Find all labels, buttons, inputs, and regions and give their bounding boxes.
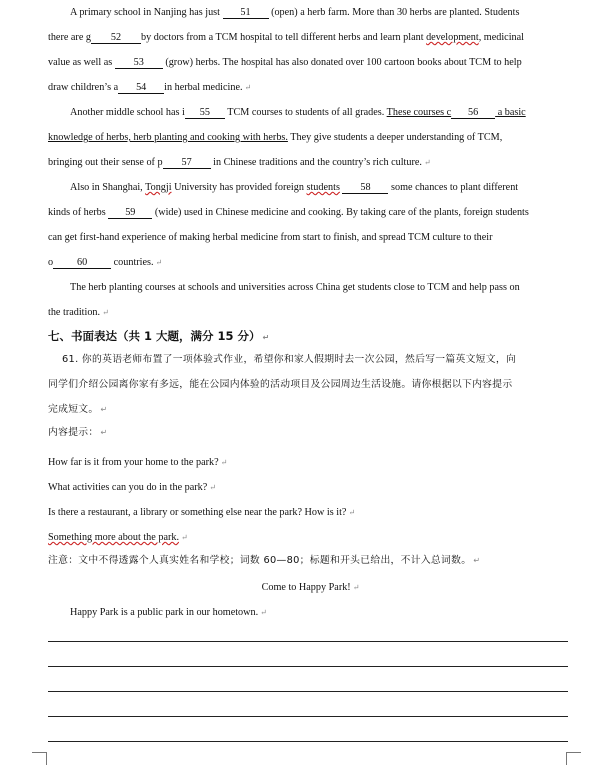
hint-item: Is there a restaurant, a library or something else near the park? How is it? ↵: [48, 507, 356, 518]
paragraph-mark: ↵: [348, 508, 356, 517]
writing-line[interactable]: [48, 716, 568, 717]
blank-57[interactable]: 57: [163, 157, 211, 169]
blank-54[interactable]: 54: [118, 82, 164, 94]
paragraph-mark: ↵: [352, 583, 360, 592]
passage-p3-line4: o 60 countries. ↵: [48, 257, 163, 268]
essay-start: Happy Park is a public park in our hometown. ↵: [70, 607, 267, 618]
hint-item: How far is it from your home to the park? ↵: [48, 457, 228, 468]
writing-line[interactable]: [48, 741, 568, 742]
paragraph-mark: ↵: [220, 458, 228, 467]
paragraph-mark: ↵: [102, 308, 109, 317]
paragraph-mark: ↵: [473, 556, 481, 565]
blank-60[interactable]: 60: [53, 257, 111, 269]
blank-58[interactable]: 58: [342, 182, 388, 194]
paragraph-mark: ↵: [100, 428, 108, 437]
question-prompt-line2: 同学们介绍公园离你家有多远，能在公园内体验的活动项目及公园周边生活设施。请你根据以下内容提示: [48, 379, 513, 390]
blank-53[interactable]: 53: [115, 57, 163, 69]
paragraph-mark: ↵: [260, 608, 267, 617]
paragraph-mark: ↵: [100, 405, 108, 414]
question-prompt-line1: 61. 你的英语老师布置了一项体验式作业，希望你和家人假期时去一次公园，然后写一篇英文短文，向: [62, 354, 517, 365]
passage-p4-line2: the tradition. ↵: [48, 307, 109, 318]
paragraph-mark: ↵: [244, 83, 252, 92]
hint-item: Something more about the park. ↵: [48, 532, 188, 543]
passage-p3-line3: can get first-hand experience of making herbal medicine from start to finish, and spread TCM culture to their: [48, 232, 493, 243]
paragraph-mark: ↵: [423, 158, 431, 167]
hints-label: 内容提示： ↵: [48, 427, 108, 438]
blank-59[interactable]: 59: [108, 207, 152, 219]
writing-line[interactable]: [48, 641, 568, 642]
paragraph-mark: ↵: [155, 258, 163, 267]
blank-55[interactable]: 55: [185, 107, 225, 119]
passage-p1-line1: A primary school in Nanjing has just 51 (open) a herb farm. More than 30 herbs are planted. Students: [70, 7, 520, 18]
margin-corner-mark: [32, 752, 47, 765]
writing-line[interactable]: [48, 666, 568, 667]
passage-p2-line1: Another middle school has i 55 TCM courses to students of all grades. These courses c 56 a basic: [70, 107, 526, 118]
question-number: 61.: [62, 354, 79, 365]
margin-corner-mark: [566, 752, 581, 765]
paragraph-mark: ↵: [262, 333, 270, 342]
blank-56[interactable]: 56: [451, 107, 495, 119]
blank-52[interactable]: 52: [91, 32, 141, 44]
passage-p1-line2: there are g 52 by doctors from a TCM hospital to tell different herbs and learn plant development, medicinal: [48, 32, 524, 43]
passage-p4-line1: The herb planting courses at schools and universities across China get students close to TCM and help pass on: [70, 282, 520, 293]
hint-item: What activities can you do in the park? ↵: [48, 482, 216, 493]
section-heading: 七、书面表达（共 1 大题，满分 15 分） ↵: [48, 329, 270, 343]
passage-p3-line2: kinds of herbs 59 (wide) used in Chinese medicine and cooking. By taking care of the plants, foreign students: [48, 207, 529, 218]
writing-line[interactable]: [48, 691, 568, 692]
passage-p1-line4: draw children’s a 54 in herbal medicine. ↵: [48, 82, 252, 93]
paragraph-mark: ↵: [181, 533, 188, 542]
passage-p2-line3: bringing out their sense of p 57 in Chinese traditions and the country’s rich culture. ↵: [48, 157, 431, 168]
paragraph-mark: ↵: [209, 483, 216, 492]
passage-p1-line3: value as well as 53 (grow) herbs. The hospital has also donated over 100 cartoon books about TCM to help: [48, 57, 522, 68]
blank-51[interactable]: 51: [223, 7, 269, 19]
essay-title: Come to Happy Park! ↵: [261, 582, 360, 593]
passage-p2-line2: knowledge of herbs, herb planting and cooking with herbs. They give students a deeper understanding of TCM,: [48, 132, 503, 143]
passage-p3-line1: Also in Shanghai, Tongji University has provided foreign students 58 some chances to plant different: [70, 182, 519, 193]
writing-note: 注意：文中不得透露个人真实姓名和学校；词数 60—80；标题和开头已给出，不计入总词数。 ↵: [48, 555, 481, 566]
question-prompt-line3: 完成短文。 ↵: [48, 404, 108, 415]
